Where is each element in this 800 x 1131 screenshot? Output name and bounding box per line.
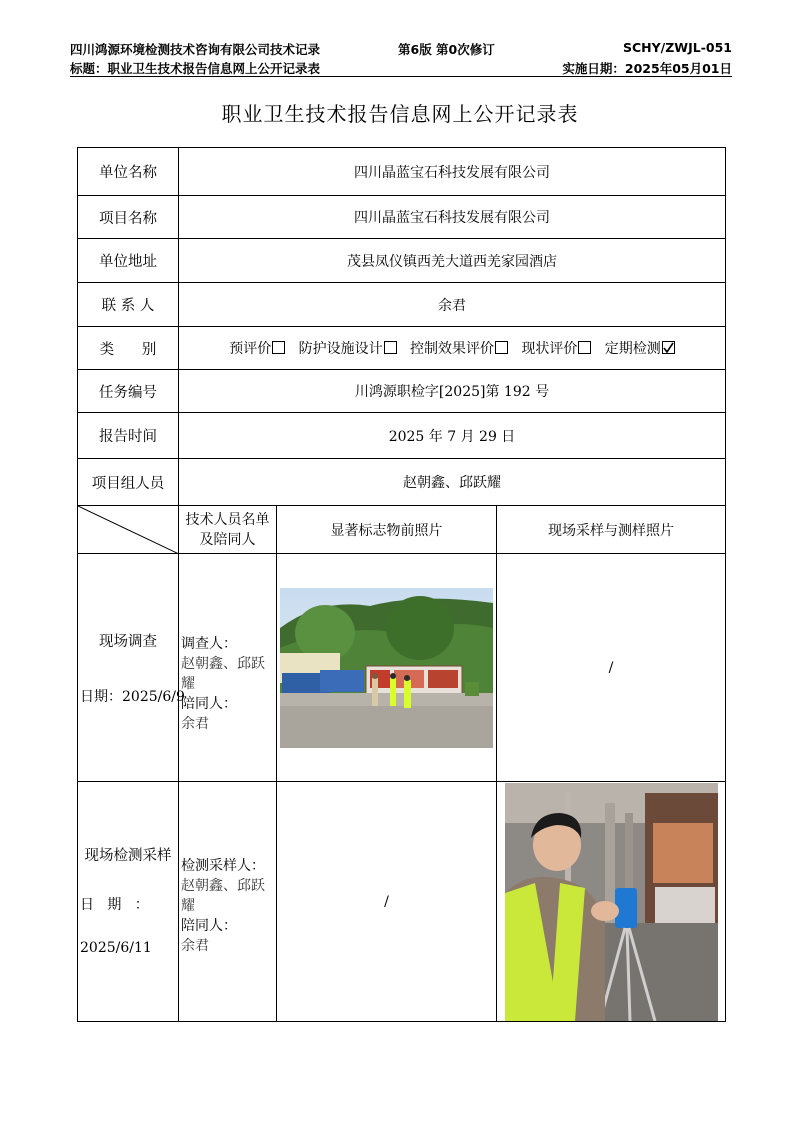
row-photo-header: [78, 506, 726, 554]
header-sampling: 现场采样与测样照片: [497, 506, 726, 554]
category-option: 防护设施设计: [299, 341, 397, 357]
category-option: 定期检测: [605, 341, 675, 357]
header-rule: [70, 76, 732, 77]
version: 第6版 第0次修订: [398, 42, 495, 57]
survey-landmark-photo-cell: [277, 554, 497, 782]
row-detection: [78, 782, 726, 1022]
survey-sampling-placeholder: /: [497, 554, 726, 782]
label-category: 类 别: [78, 327, 179, 370]
companion: 余君: [181, 937, 209, 954]
label-task-no: 任务编号: [78, 370, 179, 413]
samplers: 赵朝鑫、邱跃耀: [181, 877, 265, 914]
detection-label-cell: [78, 782, 179, 1022]
effective-date: 实施日期：2025年05月01日: [562, 61, 732, 76]
row-unit-name: [78, 148, 726, 196]
checkbox-icon: [495, 341, 508, 354]
detection-label: 现场检测采样: [84, 848, 172, 864]
companion-label: 陪同人：: [181, 695, 237, 712]
header-staff: 技术人员名单及陪同人: [179, 506, 277, 554]
companion: 余君: [181, 715, 209, 732]
survey-people: [179, 554, 277, 782]
label-report-time: 报告时间: [78, 413, 179, 459]
value-team: 赵朝鑫、邱跃耀: [179, 459, 726, 506]
value-category: [179, 327, 726, 370]
row-category: [78, 327, 726, 370]
subject: 标题：职业卫生技术报告信息网上公开记录表: [70, 61, 321, 76]
category-option: 现状评价: [521, 341, 591, 357]
company-record: 四川鸿源环境检测技术咨询有限公司技术记录: [70, 42, 321, 57]
survey-label-cell: [78, 554, 185, 782]
label-team: 项目组人员: [78, 459, 179, 506]
header-landmark: 显著标志物前照片: [277, 506, 497, 554]
value-contact: 余君: [179, 283, 726, 327]
landmark-photo-image: [280, 588, 493, 748]
survey-date: 日期：2025/6/9: [80, 689, 185, 705]
doc-code: SCHY/ZWJL-051: [622, 40, 732, 55]
checkbox-icon: [272, 341, 285, 354]
checkbox-icon: [384, 341, 397, 354]
value-unit-name: 四川晶蓝宝石科技发展有限公司: [179, 148, 726, 196]
value-task-no: 川鸿源职检字[2025]第 192 号: [179, 370, 726, 413]
row-survey: [78, 554, 726, 782]
investigators: 赵朝鑫、邱跃耀: [181, 655, 265, 692]
label-project-name: 项目名称: [78, 196, 179, 239]
label-unit-name: 单位名称: [78, 148, 179, 196]
detection-sampling-photo-cell: [497, 782, 726, 1022]
value-unit-address: 茂县凤仪镇西羌大道西羌家园酒店: [179, 239, 726, 283]
diagonal-line-icon: [78, 506, 179, 554]
category-option: 控制效果评价: [410, 341, 508, 357]
label-contact: 联 系 人: [78, 283, 179, 327]
detection-landmark-placeholder: /: [277, 782, 497, 1022]
detection-people: [179, 782, 277, 1022]
row-team: [78, 459, 726, 506]
value-report-time: 2025 年 7 月 29 日: [179, 413, 726, 459]
row-task-no: [78, 370, 726, 413]
label-unit-address: 单位地址: [78, 239, 179, 283]
detection-date: 2025/6/11: [80, 940, 152, 956]
row-report-time: [78, 413, 726, 459]
sampling-photo-image: [505, 783, 718, 1021]
row-contact: [78, 283, 726, 327]
sampler-label: 检测采样人：: [181, 857, 265, 874]
detection-date-label: 日 期 ：: [80, 897, 149, 913]
checkbox-icon: [578, 341, 591, 354]
row-unit-address: [78, 239, 726, 283]
row-project-name: [78, 196, 726, 239]
diagonal-cell: [78, 506, 179, 554]
survey-label: 现场调查: [99, 634, 157, 650]
investigator-label: 调查人：: [181, 635, 237, 652]
page-title: 职业卫生技术报告信息网上公开记录表: [221, 102, 579, 126]
checkbox-checked-icon: [662, 341, 675, 354]
companion-label: 陪同人：: [181, 917, 237, 934]
record-table: [77, 147, 726, 1022]
category-option: 预评价: [229, 341, 285, 357]
value-project-name: 四川晶蓝宝石科技发展有限公司: [179, 196, 726, 239]
